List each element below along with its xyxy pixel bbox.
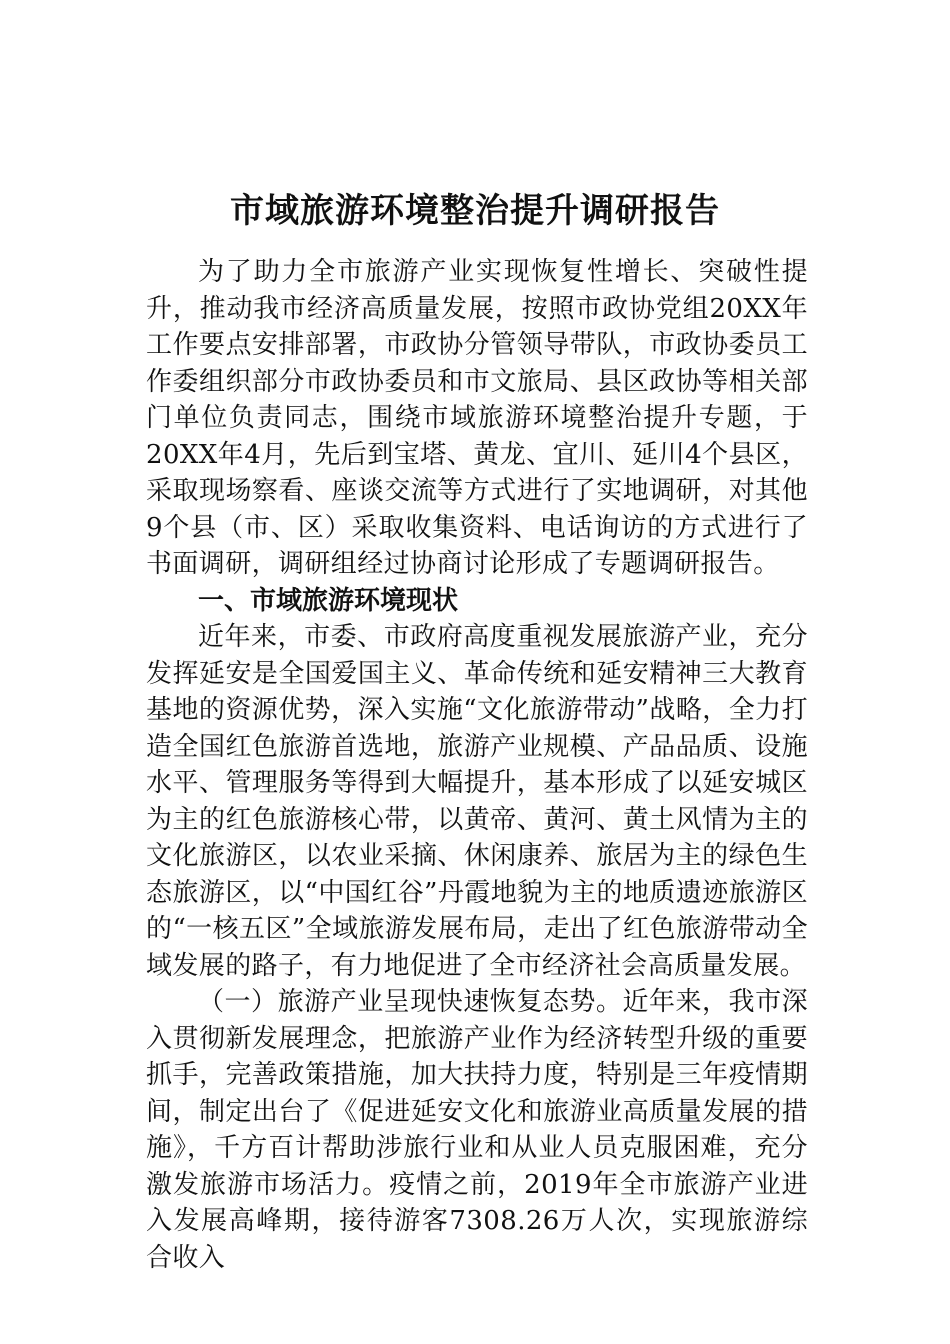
subsection-body: 近年来，我市深入贯彻新发展理念，把旅游产业作为经济转型升级的重要抓手，完善政策措施，加大扶持力度，特别是三年疫情期间，制定出台了《促进延安文化和旅游业高质量发展的措施》，千方百计帮助涉旅行业和从业人员克服困难，充分激发旅游市场活力。疫情之前，2019年全市旅游产业进入发展高峰期，接待游客7308.26万人次，实现旅游综合收入	[146, 987, 808, 1273]
document-body	[146, 254, 808, 1276]
page-title: 市域旅游环境整治提升调研报告	[230, 190, 720, 231]
section-paragraph: 近年来，市委、市政府高度重视发展旅游产业，充分发挥延安是全国爱国主义、革命传统和延安精神三大教育基地的资源优势，深入实施“文化旅游带动”战略，全力打造全国红色旅游首选地，旅游产业规模、产品品质、设施水平、管理服务等得到大幅提升，基本形成了以延安城区为主的红色旅游核心带，以黄帝、黄河、黄土风情为主的文化旅游区，以农业采摘、休闲康养、旅居为主的绿色生态旅游区，以“中国红谷”丹霞地貌为主的地质遗迹旅游区的“一核五区”全域旅游发展布局，走出了红色旅游带动全域发展的路子，有力地促进了全市经济社会高质量发展。	[146, 622, 808, 981]
section-heading: 一、市域旅游环境现状	[198, 585, 459, 616]
subsection-lead: （一）旅游产业呈现快速恢复态势。	[198, 987, 623, 1017]
intro-paragraph: 为了助力全市旅游产业实现恢复性增长、突破性提升，推动我市经济高质量发展，按照市政协党组20XX年工作要点安排部署，市政协分管领导带队，市政协委员工作委组织部分市政协委员和市文旅局、县区政协等相关部门单位负责同志，围绕市域旅游环境整治提升专题，于20XX年4月，先后到宝塔、黄龙、宜川、延川4个县区，采取现场察看、座谈交流等方式进行了实地调研，对其他9个县（市、区）采取收集资料、电话询访的方式进行了书面调研，调研组经过协商讨论形成了专题调研报告。	[146, 257, 808, 579]
subsection-paragraph	[146, 984, 808, 1276]
